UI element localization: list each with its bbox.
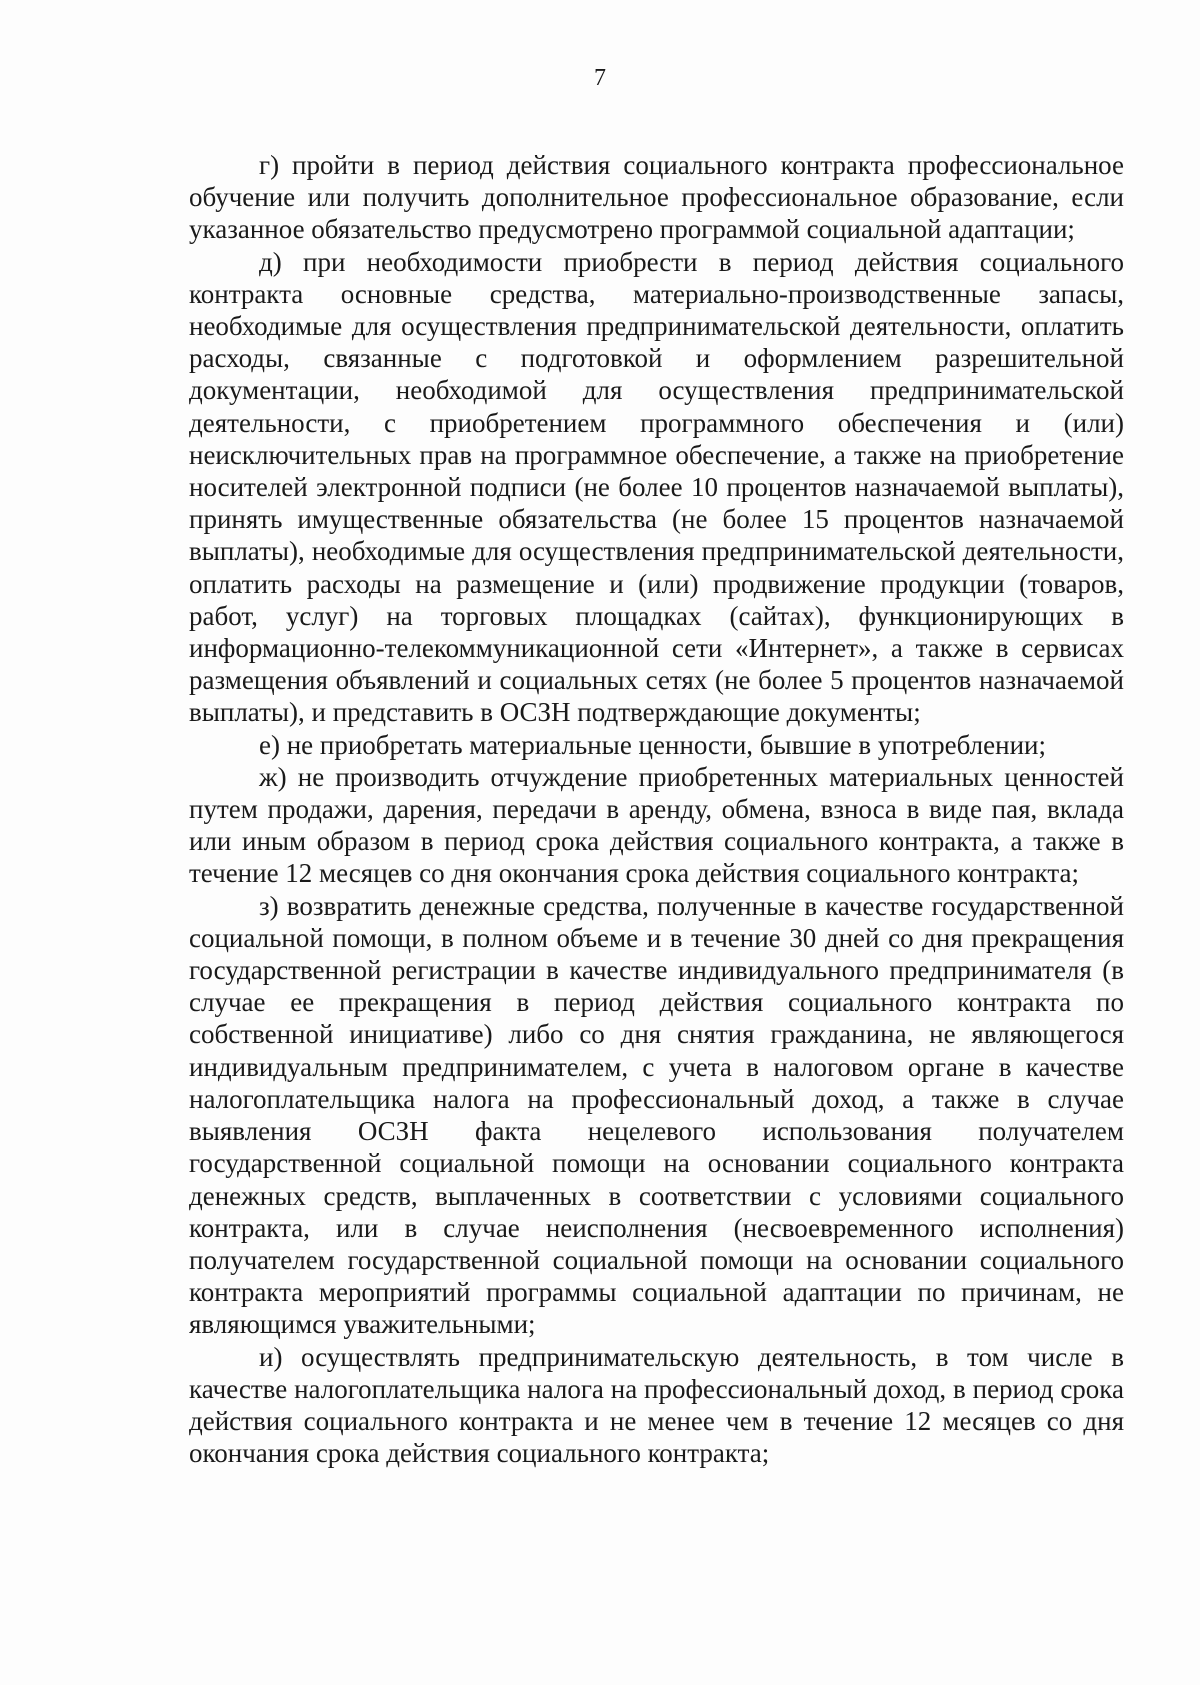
paragraph-zh: ж) не производить отчуждение приобретенных материальных ценностей путем продажи, дарения, передачи в аренду, обмена, взноса в виде пая, вклада или иным образом в период срока действия социального контракта, а также в течение 12 месяцев со дня окончания срока действия социального контракта; xyxy=(189,761,1124,889)
paragraph-z: з) возвратить денежные средства, полученные в качестве государственной социальной помощи, в полном объеме и в течение 30 дней со дня прекращения государственной регистрации в качестве индивидуального предпринимателя (в случае ее прекращения в период действия социального контракта по собственной инициативе) либо со дня снятия гражданина, не являющегося индивидуальным предпринимателем, с учета в налоговом органе в качестве налогоплательщика налога на профессиональный доход, а также в случае выявления ОСЗН факта нецелевого использования получателем государственной социальной помощи на основании социального контракта денежных средств, выплаченных в соответствии с условиями социального контракта, или в случае неисполнения (несвоевременного исполнения) получателем государственной социальной помощи на основании социального контракта мероприятий программы социальной адаптации по причинам, не являющимся уважительными; xyxy=(189,890,1124,1340)
page-number: 7 xyxy=(594,65,606,91)
paragraph-e: е) не приобретать материальные ценности, бывшие в употреблении; xyxy=(259,729,1046,760)
document-body xyxy=(189,149,1124,1469)
paragraph-d: д) при необходимости приобрести в период действия социального контракта основные средства, материально-производственные запасы, необходимые для осуществления предпринимательской деятельности, оплатить расходы, связанные с подготовкой и оформлением разрешительной документации, необходимой для осуществления предпринимательской деятельности, с приобретением программного обеспечения и (или) неисключительных прав на программное обеспечение, а также на приобретение носителей электронной подписи (не более 10 процентов назначаемой выплаты), принять имущественные обязательства (не более 15 процентов назначаемой выплаты), необходимые для осуществления предпринимательской деятельности, оплатить расходы на размещение и (или) продвижение продукции (товаров, работ, услуг) на торговых площадках (сайтах), функционирующих в информационно-телекоммуникационной сети «Интернет», а также в сервисах размещения объявлений и социальных сетях (не более 5 процентов назначаемой выплаты), и представить в ОСЗН подтверждающие документы; xyxy=(189,246,1124,728)
paragraph-i: и) осуществлять предпринимательскую деятельность, в том числе в качестве налогоплательщика налога на профессиональный доход, в период срока действия социального контракта и не менее чем в течение 12 месяцев со дня окончания срока действия социального контракта; xyxy=(189,1341,1124,1469)
paragraph-g: г) пройти в период действия социального контракта профессиональное обучение или получить дополнительное профессиональное образование, если указанное обязательство предусмотрено программой социальной адаптации; xyxy=(189,150,1124,245)
